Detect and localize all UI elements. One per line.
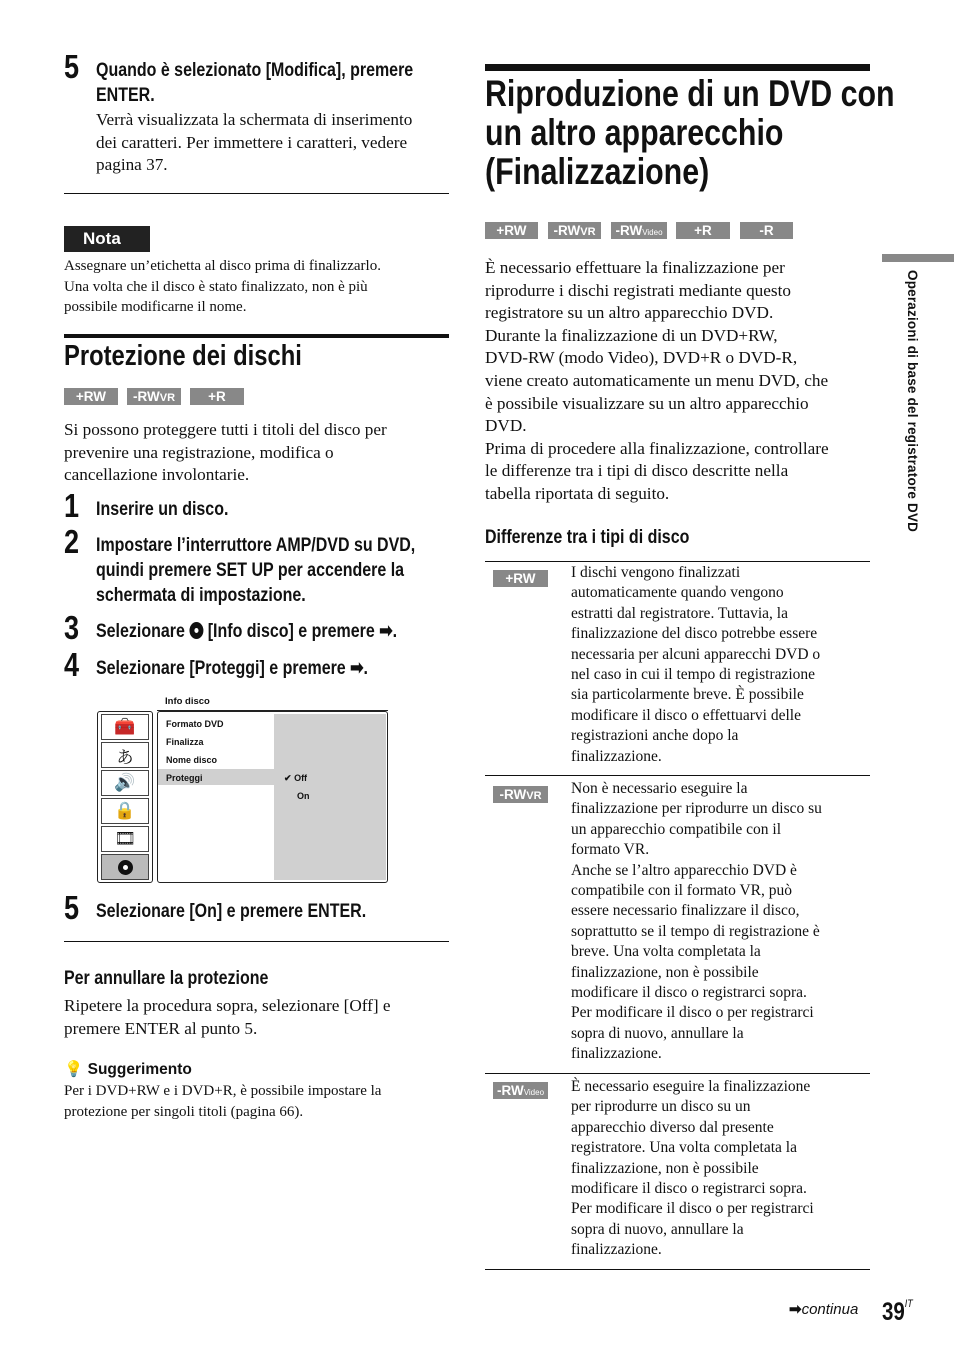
step-number: 4	[64, 646, 80, 683]
step-title: Selezionare [Info disco] e premere ➡.	[96, 620, 398, 642]
table-badge-minus-rw-video: -RWVideo	[493, 1082, 548, 1099]
table-cell: I dischi vengono finalizzati automaticamente quando vengono estratti dal registratore. Tuttavia, la finalizzazione del disco potrebbe essere necessaria per alcuni apparecchi DVD o nel caso in cui il tempo di registrazione sia particolarmente breve. È possibile modificare il disco o effettuarvi delle registrazioni anche dopo la finalizzazione.	[571, 564, 821, 765]
arrow-right-icon: ➡.	[350, 657, 369, 679]
step-number: 2	[64, 523, 80, 560]
menu-option-on[interactable]: On	[297, 791, 310, 801]
tip-text: Per i DVD+RW e i DVD+R, è possibile impostare la protezione per singoli titoli (pagina 66).	[64, 1083, 382, 1120]
side-tab	[882, 254, 954, 262]
film-icon[interactable]: 🎞	[101, 826, 149, 852]
page-title: Riproduzione di un DVD con un altro apparecchio (Finalizzazione)	[485, 73, 895, 192]
cancel-text: Ripetere la procedura sopra, selezionare [Off] e premere ENTER al punto 5.	[64, 996, 391, 1038]
menu-title: Info disco	[165, 696, 210, 707]
badge-plus-rw: +RW	[64, 388, 118, 405]
table-rule	[485, 1073, 870, 1074]
menu-options-panel	[274, 714, 386, 880]
badge-minus-rw-vr: -RWVR	[127, 388, 181, 405]
divider	[64, 193, 449, 194]
toolbox-icon[interactable]: 🧰	[101, 714, 149, 740]
menu-panel	[157, 711, 388, 883]
setup-menu-screen	[97, 694, 388, 883]
disc-icon[interactable]	[101, 854, 149, 880]
menu-option-off[interactable]: ✔ Off	[284, 773, 308, 783]
step-number: 1	[64, 487, 80, 524]
arrow-right-icon: ➡	[789, 1301, 802, 1318]
divider	[64, 941, 449, 942]
step-title: Quando è selezionato [Modifica], premere ENTER.	[96, 59, 414, 106]
step-number: 5	[64, 889, 80, 926]
menu-item[interactable]: Finalizza	[166, 737, 204, 747]
table-rule	[485, 775, 870, 776]
table-badge-plus-rw: +RW	[493, 570, 548, 587]
language-icon[interactable]: あ	[101, 742, 149, 768]
section-title: Protezione dei dischi	[64, 340, 302, 372]
table-cell: Non è necessario eseguire la finalizzazione per riprodurre un disco su un apparecchio compatibile con il formato VR. Anche se l’altro apparecchio DVD è compatibile con il formato VR, può essere necessario finalizzare il disco, soprattutto se il tempo di registrazione è breve. Una volta completata la finalizzazione, non è possibile modificare il disco o registrarci sopra. Per modificare il disco o per registrarci sopra di nuovo, annullare la finalizzazione.	[571, 780, 822, 1063]
step-number: 3	[64, 609, 80, 646]
badge-minus-rw-vr: -RWVR	[548, 222, 601, 239]
step-description: Verrà visualizzata la schermata di inserimento dei caratteri. Per immettere i caratteri, vedere pagina 37.	[96, 110, 413, 175]
side-label: Operazioni di base del registratore DVD	[905, 270, 920, 533]
table-title: Differenze tra i tipi di disco	[485, 526, 690, 548]
badge-plus-rw: +RW	[485, 222, 538, 239]
nota-label: Nota	[64, 226, 150, 252]
audio-icon[interactable]: 🔊	[101, 770, 149, 796]
check-icon: ✔	[284, 773, 292, 783]
section-rule	[485, 64, 870, 71]
badge-plus-r: +R	[676, 222, 730, 239]
lightbulb-icon: 💡	[64, 1061, 84, 1078]
step-title: Inserire un disco.	[96, 498, 229, 520]
finalize-intro: È necessario effettuare la finalizzazione per riprodurre i dischi registrati mediante questo registratore su un altro apparecchio DVD. Durante la finalizzazione di un DVD+RW, DVD-RW (modo Video), DVD+R o DVD-R, viene creato automaticamente un menu DVD, che è possibile visualizzare su un altro apparecchio DVD. Prima di procedere alla finalizzazione, controllare le differenze tra i tipi di disco descritte nella tabella riportata di seguito.	[485, 258, 829, 503]
step-title: Selezionare [Proteggi] e premere ➡.	[96, 657, 369, 679]
table-rule	[485, 561, 870, 562]
menu-item[interactable]: Formato DVD	[166, 719, 224, 729]
arrow-right-icon: ➡.	[379, 620, 398, 642]
step-number: 5	[64, 48, 80, 85]
step-title: Impostare l’interruttore AMP/DVD su DVD, quindi premere SET UP per accendere la schermata di impostazione.	[96, 534, 416, 606]
badge-plus-r: +R	[190, 388, 244, 405]
nota-text: Assegnare un’etichetta al disco prima di finalizzarlo. Una volta che il disco è stato finalizzato, non è più possibile modificarne il nome.	[64, 258, 381, 315]
disc-icon	[189, 622, 203, 639]
menu-item[interactable]: Nome disco	[166, 755, 218, 765]
step-title: Selezionare [On] e premere ENTER.	[96, 900, 367, 922]
tip-heading: 💡 Suggerimento	[64, 1061, 192, 1078]
table-rule	[485, 1269, 870, 1270]
section-rule	[64, 334, 449, 338]
badge-minus-rw-video: -RWVideo	[611, 222, 667, 239]
table-badge-minus-rw-vr: -RWVR	[493, 786, 548, 803]
lock-icon[interactable]: 🔒	[101, 798, 149, 824]
page-number: $39^{IT}$	[882, 1298, 913, 1326]
menu-icon-column	[97, 711, 153, 883]
badge-minus-r: -R	[740, 222, 793, 239]
continua-link[interactable]: ➡continua	[789, 1301, 859, 1318]
menu-item-selected[interactable]: Proteggi	[166, 773, 203, 783]
subheading: Per annullare la protezione	[64, 967, 269, 989]
table-cell: È necessario eseguire la finalizzazione per riprodurre un disco su un apparecchio diverso dal presente registratore. Una volta completata la finalizzazione, non è possibile modificare il disco o registrarci sopra. Per modificare il disco o per registrarci sopra di nuovo, annullare la finalizzazione.	[571, 1078, 814, 1259]
intro-text: Si possono proteggere tutti i titoli del disco per prevenire una registrazione, modifica o cancellazione involontarie.	[64, 420, 387, 485]
